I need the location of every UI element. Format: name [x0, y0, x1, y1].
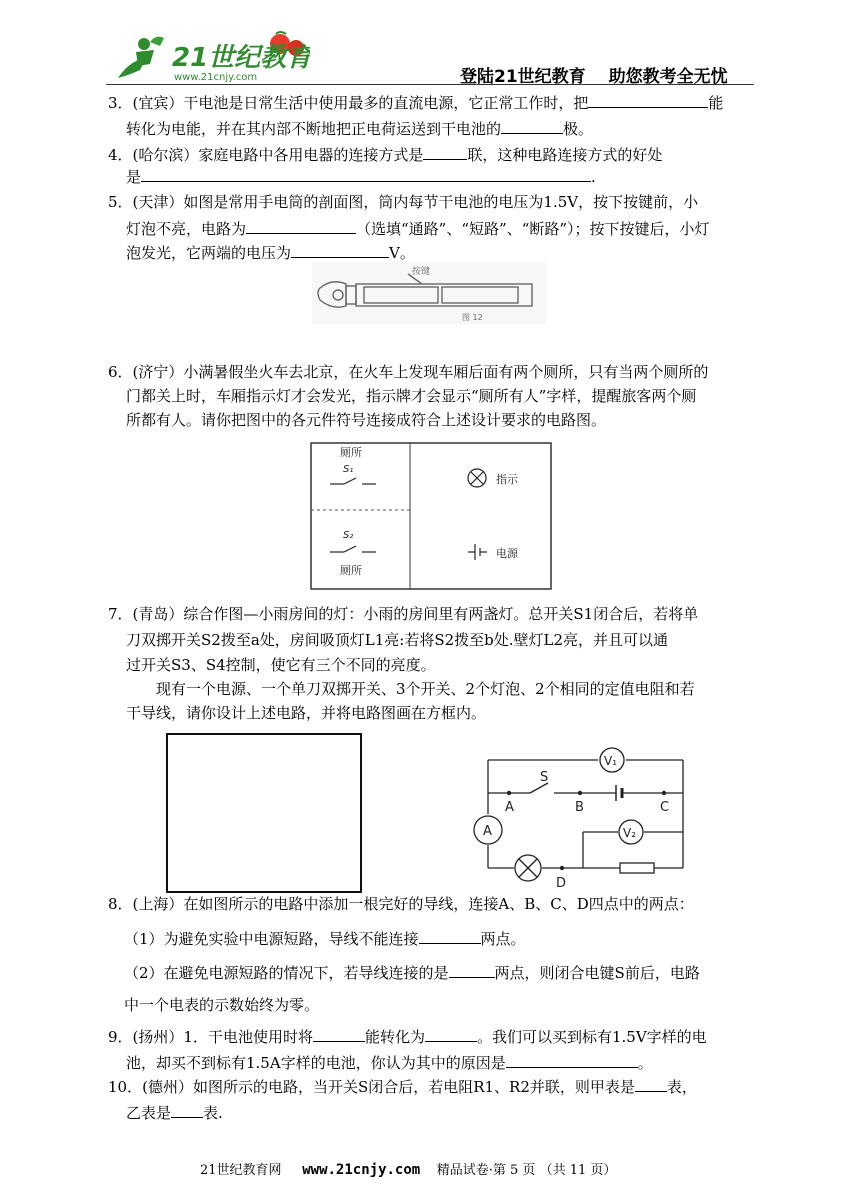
q10-line1: 10．(德州）如图所示的电路，当开关S闭合后，若电阻R1、R2并联，则甲表是 表， [108, 1078, 697, 1096]
logo-graphic [110, 30, 310, 86]
q7-line4: 现有一个电源、一个单刀双掷开关、3个开关、2个灯泡、2个相同的定值电阻和若 [156, 680, 695, 698]
q9-line2: 池，却买不到标有1.5A字样的电池，你认为其中的原因是 。 [126, 1054, 653, 1072]
button-label: 按键 [412, 267, 431, 277]
q6-line3: 所都有人。请你把图中的各元件符号连接成符合上述设计要求的电路图。 [126, 411, 607, 429]
voltmeter-v2-label: V₂ [623, 826, 637, 840]
circuit-diagram-q8 [468, 745, 690, 890]
point-d-label: D [556, 876, 567, 890]
page-footer [200, 1159, 616, 1178]
q8-sub1: （1）为避免实验中电源短路，导线不能连接 两点。 [124, 930, 526, 948]
flashlight-figure [312, 262, 546, 324]
figure-caption: 图 12 [462, 313, 483, 322]
header-slogan: 登陆21世纪教育 助您教考全无忧 [460, 67, 728, 87]
toilet-label-top: 厕所 [340, 446, 362, 459]
q6-line2: 门都关上时，车厢指示灯才会发光，指示牌才会显示“厕所有人”字样，提醒旅客两个厕 [126, 387, 697, 405]
node-c [662, 791, 666, 795]
q5-line3: 泡发光，它两端的电压为 V。 [126, 244, 415, 262]
answer-box[interactable] [166, 733, 362, 893]
node-a [507, 791, 511, 795]
voltmeter-v1-label: V₁ [604, 754, 618, 768]
q4-line2: 是 . [126, 168, 596, 186]
point-c-label: C [660, 800, 670, 815]
logo-url: www.21cnjy.com [174, 72, 258, 83]
point-a-label: A [505, 800, 514, 815]
toilet-label-bottom: 厕所 [340, 564, 362, 577]
point-b-label: B [575, 800, 584, 815]
q8-line1: 8．(上海）在如图所示的电路中添加一根完好的导线，连接A、B、C、D四点中的两点： [108, 895, 694, 913]
q3-line1: 3．(宜宾）干电池是日常生活中使用最多的直流电源，它正常工作时，把 能 [108, 94, 724, 112]
indicator-label: 指示 [496, 473, 518, 486]
q7-line2: 刀双掷开关S2拨至a处，房间吸顶灯L1亮:若将S2拨至b处.壁灯L2亮，并且可以通 [126, 631, 669, 649]
node-d [560, 866, 564, 870]
site-logo [110, 30, 310, 86]
resistor-icon [620, 863, 654, 873]
ammeter-label: A [483, 824, 492, 839]
footer-site: 21世纪教育网 [200, 1163, 282, 1178]
q5-line1: 5．(天津）如图是常用手电筒的剖面图，筒内每节干电池的电压为1.5V，按下按键前，小 [108, 193, 699, 211]
s1-label: S₁ [343, 464, 354, 475]
footer-page-info: 精品试卷·第 5 页 （共 11 页） [436, 1163, 617, 1178]
q5-line2: 灯泡不亮，电路为 （选填“通路”、“短路”、“断路”）；按下按键后，小灯 [126, 220, 710, 238]
q7-line3: 过开关S3、S4控制，使它有三个不同的亮度。 [126, 656, 436, 674]
q9-line1: 9．(扬州）1．干电池使用时将 能转化为 。我们可以买到标有1.5V字样的电 [108, 1028, 707, 1046]
logo-text: 21世纪教育 [172, 43, 310, 73]
node-b [578, 791, 582, 795]
q8-sub2-cont: 中一个电表的示数始终为零。 [124, 996, 320, 1014]
q3-line2: 转化为电能，并在其内部不断地把正电荷运送到干电池的 极。 [126, 120, 594, 138]
q8-sub2: （2）在避免电源短路的情况下，若导线连接的是 两点，则闭合电键S前后，电路 [124, 964, 700, 982]
q7-line1: 7．(青岛）综合作图—小雨房间的灯：小雨的房间里有两盏灯。总开关S1闭合后，若将单 [108, 605, 699, 623]
s2-label: S₂ [343, 530, 354, 541]
q4-line1: 4．(哈尔滨）家庭电路中各用电器的连接方式是 联，这种电路连接方式的好处 [108, 146, 663, 164]
q7-line5: 干导线，请你设计上述电路，并将电路图画在方框内。 [126, 704, 487, 722]
q10-line2: 乙表是 表. [126, 1104, 223, 1122]
q6-line1: 6．(济宁）小满暑假坐火车去北京，在火车上发现车厢后面有两个厕所，只有当两个厕所的 [108, 363, 709, 381]
footer-url[interactable]: www.21cnjy.com [302, 1162, 421, 1178]
toilet-circuit-figure [310, 442, 552, 590]
power-label: 电源 [496, 547, 518, 560]
header-divider [106, 84, 754, 85]
switch-s-label: S [540, 770, 549, 785]
